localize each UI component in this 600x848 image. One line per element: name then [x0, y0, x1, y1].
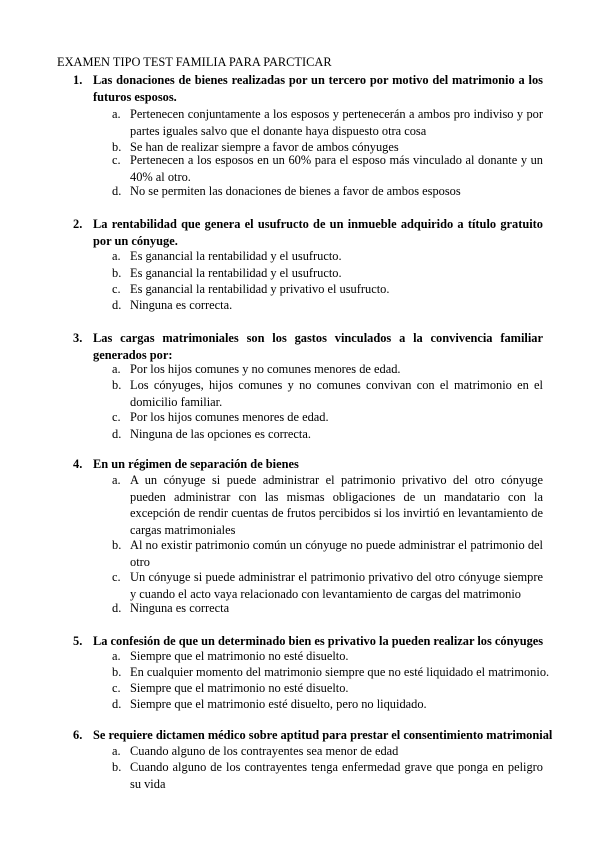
option-letter: b.: [112, 760, 122, 774]
question-text: Las cargas matrimoniales son los gastos vinculados a la convivencia familiar generados por:: [93, 331, 543, 362]
question-text: La rentabilidad que genera el usufructo de un inmueble adquirido a título gratuito por un cónyuge.: [93, 217, 543, 248]
option-text: Es ganancial la rentabilidad y privativo el usufructo.: [130, 282, 390, 296]
option-text: Es ganancial la rentabilidad y el usufructo.: [130, 266, 342, 280]
option-letter: b.: [112, 266, 122, 280]
question-number: 1.: [73, 73, 83, 87]
question-text: En un régimen de separación de bienes: [93, 457, 299, 471]
question-number: 6.: [73, 728, 83, 742]
question-text: La confesión de que un determinado bien es privativo la pueden realizar los cónyuges: [93, 634, 544, 648]
question-number: 4.: [73, 457, 83, 471]
option-letter: a.: [112, 362, 121, 376]
option-letter: d.: [112, 298, 122, 312]
option-letter: a.: [112, 107, 121, 121]
option-text: Ninguna es correcta: [130, 601, 230, 615]
option-letter: c.: [112, 570, 121, 584]
option-text: Es ganancial la rentabilidad y el usufructo.: [130, 249, 342, 263]
option-text: Se han de realizar siempre a favor de ambos cónyuges: [130, 140, 399, 154]
option-letter: a.: [112, 649, 121, 663]
option-text: En cualquier momento del matrimonio siempre que no esté liquidado el matrimonio.: [130, 665, 550, 679]
option-text: Cuando alguno de los contrayentes sea menor de edad: [130, 744, 399, 758]
option-letter: d.: [112, 601, 122, 615]
option-text: Por los hijos comunes menores de edad.: [130, 410, 329, 424]
option-letter: c.: [112, 681, 121, 695]
option-letter: b.: [112, 538, 122, 552]
document-title: EXAMEN TIPO TEST FAMILIA PARA PARCTICAR: [57, 55, 332, 69]
option-letter: b.: [112, 665, 122, 679]
option-text: Cuando alguno de los contrayentes tenga enfermedad grave que ponga en peligro su vida: [130, 760, 543, 791]
option-letter: c.: [112, 282, 121, 296]
question-number: 5.: [73, 634, 83, 648]
question-text: Se requiere dictamen médico sobre aptitud para prestar el consentimiento matrimonial: [93, 728, 553, 742]
option-letter: c.: [112, 410, 121, 424]
question-number: 2.: [73, 217, 83, 231]
option-letter: a.: [112, 473, 121, 487]
option-letter: d.: [112, 184, 122, 198]
option-letter: a.: [112, 249, 121, 263]
option-letter: b.: [112, 140, 122, 154]
option-text: Siempre que el matrimonio no esté disuelto.: [130, 649, 349, 663]
option-text: Ninguna es correcta.: [130, 298, 233, 312]
option-text: Pertenecen conjuntamente a los esposos y pertenecerán a ambos pro indiviso y por partes iguales salvo que el donante haya dispuesto otra cosa: [130, 107, 543, 138]
option-letter: d.: [112, 427, 122, 441]
option-text: A un cónyuge si puede administrar el patrimonio privativo del otro cónyuge pueden administrar con las mismas obligaciones de un mandatario con la excepción de rendir cuentas de frutos percibidos si los invirtió en levantamiento de cargas matrimoniales: [130, 473, 543, 537]
option-text: Por los hijos comunes y no comunes menores de edad.: [130, 362, 401, 376]
option-text: Siempre que el matrimonio esté disuelto, pero no liquidado.: [130, 697, 427, 711]
option-letter: d.: [112, 697, 122, 711]
option-text: No se permiten las donaciones de bienes a favor de ambos esposos: [130, 184, 461, 198]
option-text: Pertenecen a los esposos en un 60% para el esposo más vinculado al donante y un 40% al otro.: [130, 153, 543, 184]
option-letter: b.: [112, 378, 122, 392]
question-number: 3.: [73, 331, 83, 345]
option-letter: c.: [112, 153, 121, 167]
option-text: Siempre que el matrimonio no esté disuelto.: [130, 681, 349, 695]
option-text: Ninguna de las opciones es correcta.: [130, 427, 311, 441]
question-text: Las donaciones de bienes realizadas por un tercero por motivo del matrimonio a los futuros esposos.: [93, 73, 543, 104]
option-letter: a.: [112, 744, 121, 758]
option-text: Un cónyuge si puede administrar el patrimonio privativo del otro cónyuge siempre y cuando el acto vaya relacionado con levantamiento de cargas del matrimonio: [130, 570, 543, 601]
option-text: Al no existir patrimonio común un cónyuge no puede administrar el patrimonio del otro: [130, 538, 543, 569]
option-text: Los cónyuges, hijos comunes y no comunes convivan con el matrimonio en el domicilio familiar.: [130, 378, 543, 409]
